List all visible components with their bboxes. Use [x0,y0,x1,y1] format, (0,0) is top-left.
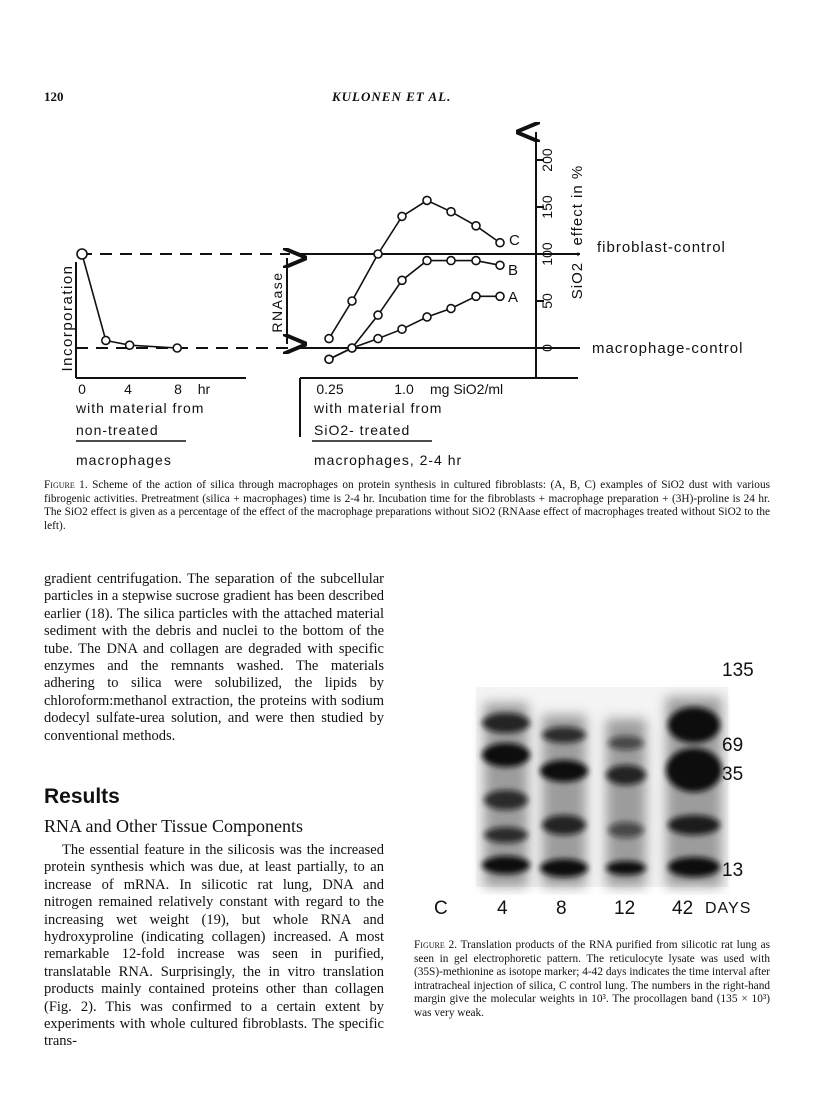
series-point-a [496,292,504,300]
page-number: 120 [44,89,64,104]
series-point-a [348,344,356,352]
series-point-a [472,292,480,300]
mw-label-69: 69 [722,735,744,756]
series-point-c [447,208,455,216]
series-point-c [374,250,382,258]
ytick-100: 100 [539,242,555,266]
figure1-chart [0,0,816,480]
left-series-line [82,254,177,348]
heading-rna: RNA and Other Tissue Components [44,816,304,836]
lane-label-12: 12 [614,898,636,919]
left-xlabel-1: with material from [76,400,205,416]
right-xlabel-1: with material from [314,400,443,416]
left-point [173,344,181,352]
figure1-caption-label: Figure 1. [44,479,88,491]
mw-label-35: 35 [722,764,744,785]
lane-label-c: C [434,898,448,919]
left-point [77,249,87,259]
right-xtick-unit: mg SiO2/ml [430,381,504,397]
figure1-caption [44,479,770,533]
left-xtick-4: 4 [124,381,132,397]
left-xtick-unit: hr [197,381,211,397]
left-ylabel: Incorporation [59,264,76,372]
series-point-a [447,305,455,313]
series-point-b [447,257,455,265]
annotation-fibroblast-control: fibroblast-control [597,239,726,256]
series-point-c [472,222,480,230]
lane-label-4: 4 [497,898,508,919]
left-point [126,341,134,349]
body-paragraph-2: The essential feature in the silicosis was the increased protein synthesis which was due, at least partially, to an increase of mRNA. In silicotic rat lung, DNA and nitrogen remained relatively constant with regard to the increasing wet weight (19), but whole RNA and hydroxyproline (indicating collagen) increased. A most remarkable 12-fold increase was seen in purified, translatable RNA. Surprisingly, the in vitro translation products mainly contained proteins other than collagen (Fig. 2). This was confirmed to a certain extent by experiments with whole cultured fibroblasts. The specific trans- [44,842,384,1050]
series-point-a [398,325,406,333]
ytick-150: 150 [539,195,555,219]
left-xtick-0: 0 [78,381,86,397]
series-point-b [472,257,480,265]
right-xlabel-2: SiO2- treated [314,422,411,438]
right-xtick-10: 1.0 [394,381,414,397]
right-xlabel-3: macrophages, 2-4 hr [314,452,463,468]
rnaase-label: RNAase [269,271,285,333]
lane-label-8: 8 [556,898,567,919]
running-head: KULONEN ET AL. [332,89,452,104]
annotation-macrophage-control: macrophage-control [592,340,744,357]
ytick-200: 200 [539,148,555,172]
left-xtick-8: 8 [174,381,182,397]
series-point-c [423,196,431,204]
series-point-c [325,335,333,343]
series-point-c [496,239,504,247]
figure1-caption-text: Scheme of the action of silica through macrophages on protein synthesis in cultured fibroblasts: (A, B, C) examples of SiO2 dust with various fibrogenic activities. Pretreatment (silica + macrophages) time is 2-4 hr. Incubation time for the fibroblasts + macrophage preparation + (3H)-proline is 24 hr. The SiO2 effect is given as a percentage of the effect of the macrophage preparations without SiO2 (RNAase effect of macrophages treated without SiO2 to the left). [44,479,770,532]
figure2-gel [470,675,730,895]
ytick-50: 50 [539,293,555,309]
figure2-caption-label: Figure 2. [414,939,458,951]
ytick-0: 0 [539,344,555,352]
series-point-a [423,313,431,321]
lane-label-42: 42 [672,898,694,919]
mw-label-13: 13 [722,860,744,881]
right-xtick-025: 0.25 [316,381,344,397]
series-point-b [496,261,504,269]
series-point-a [325,355,333,363]
curve-label-c: C [509,232,520,249]
left-point [102,336,110,344]
left-xlabel-3: macrophages [76,452,172,468]
figure2-caption [414,939,770,1021]
curve-label-b: B [508,262,519,279]
series-point-a [374,335,382,343]
figure2-caption-text: Translation products of the RNA purified from silicotic rat lung as seen in gel electrophoretic pattern. The reticulocyte lysate was used with (35S)-methionine as isotope marker; 4-42 days indicates the time interval after intratracheal injection of silica, C control lung. The numbers in the right-hand margin give the molecular weights in 10³. The procollagen band (135 × 10³) was very weak. [414,939,770,1019]
body-paragraph-1: gradient centrifugation. The separation of the subcellular particles in a stepwise sucrose gradient has been described earlier (18). The silica particles with the attached material sediment with the debris and nuclei to the bottom of the tube. The DNA and collagen are degraded with specific enzymes and the remnants washed. The materials adhering to silica were solubilized, the lipids by chloroform:methanol extraction, the proteins with sodium dodecyl sulfate-urea solution, and were then studied by conventional methods. [44,571,384,744]
left-xlabel-2: non-treated [76,422,159,438]
days-label: DAYS [705,900,752,917]
mw-label-135: 135 [722,660,754,681]
heading-results: Results [44,785,120,808]
series-point-b [398,276,406,284]
series-point-c [398,212,406,220]
series-point-b [374,311,382,319]
series-point-c [348,297,356,305]
series-point-b [423,257,431,265]
right-ylabel: SiO2 - effect in % [569,164,586,300]
curve-label-a: A [508,289,519,306]
